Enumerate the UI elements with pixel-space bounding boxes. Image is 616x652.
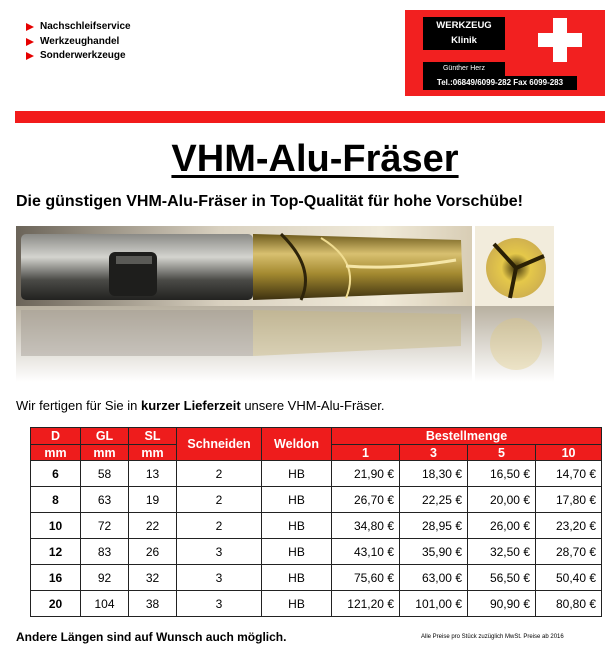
service-item: Sonderwerkzeuge (26, 49, 131, 64)
logo-phone: Tel.:06849/6099-282 Fax 6099-283 (423, 76, 577, 90)
company-logo (405, 10, 605, 96)
price-table (30, 427, 602, 617)
header-d-unit: mm (31, 445, 81, 461)
price-disclaimer: Alle Preise pro Stück zuzüglich MwSt. Preise ab 2016 (421, 634, 564, 640)
table-row: 12 83 26 3 HB 43,10 € 35,90 € 32,50 € 28,70 € (31, 539, 602, 565)
header-cuts: Schneiden (177, 428, 262, 461)
page-subtitle: Die günstigen VHM-Alu-Fräser in Top-Qualität für hohe Vorschübe! (16, 193, 523, 210)
arrow-icon (26, 38, 34, 46)
header-sl-unit: mm (129, 445, 177, 461)
header-sl: SL (129, 428, 177, 445)
header-gl-unit: mm (81, 445, 129, 461)
header-d: D (31, 428, 81, 445)
header-qty: 3 (400, 445, 468, 461)
table-row: 10 72 22 2 HB 34,80 € 28,95 € 26,00 € 23,20 € (31, 513, 602, 539)
cross-icon (538, 18, 582, 62)
page-title: VHM-Alu-Fräser (171, 138, 459, 180)
table-row: 20 104 38 3 HB 121,20 € 101,00 € 90,90 € 80,80 € (31, 591, 602, 617)
arrow-icon (26, 23, 34, 31)
table-row: 16 92 32 3 HB 75,60 € 63,00 € 56,50 € 50,40 € (31, 565, 602, 591)
footer-note: Andere Längen sind auf Wunsch auch möglich. (16, 630, 287, 644)
logo-brand: WERKZEUG Klinik (423, 17, 505, 50)
service-item: Nachschleifservice (26, 20, 131, 35)
arrow-icon (26, 52, 34, 60)
header-gl: GL (81, 428, 129, 445)
header-qty: 10 (536, 445, 602, 461)
header-qty: 1 (332, 445, 400, 461)
divider-bar (15, 111, 605, 123)
intro-text: Wir fertigen für Sie in kurzer Lieferzeit unsere VHM-Alu-Fräser. (16, 398, 385, 413)
logo-owner: Günther Herz (423, 62, 505, 76)
table-row: 6 58 13 2 HB 21,90 € 18,30 € 16,50 € 14,70 € (31, 461, 602, 487)
product-photo (16, 226, 554, 382)
header-order: Bestellmenge (332, 428, 602, 445)
service-item: Werkzeughandel (26, 35, 131, 50)
services-list (26, 20, 131, 64)
header-shank: Weldon (262, 428, 332, 461)
header-qty: 5 (468, 445, 536, 461)
table-row: 8 63 19 2 HB 26,70 € 22,25 € 20,00 € 17,80 € (31, 487, 602, 513)
